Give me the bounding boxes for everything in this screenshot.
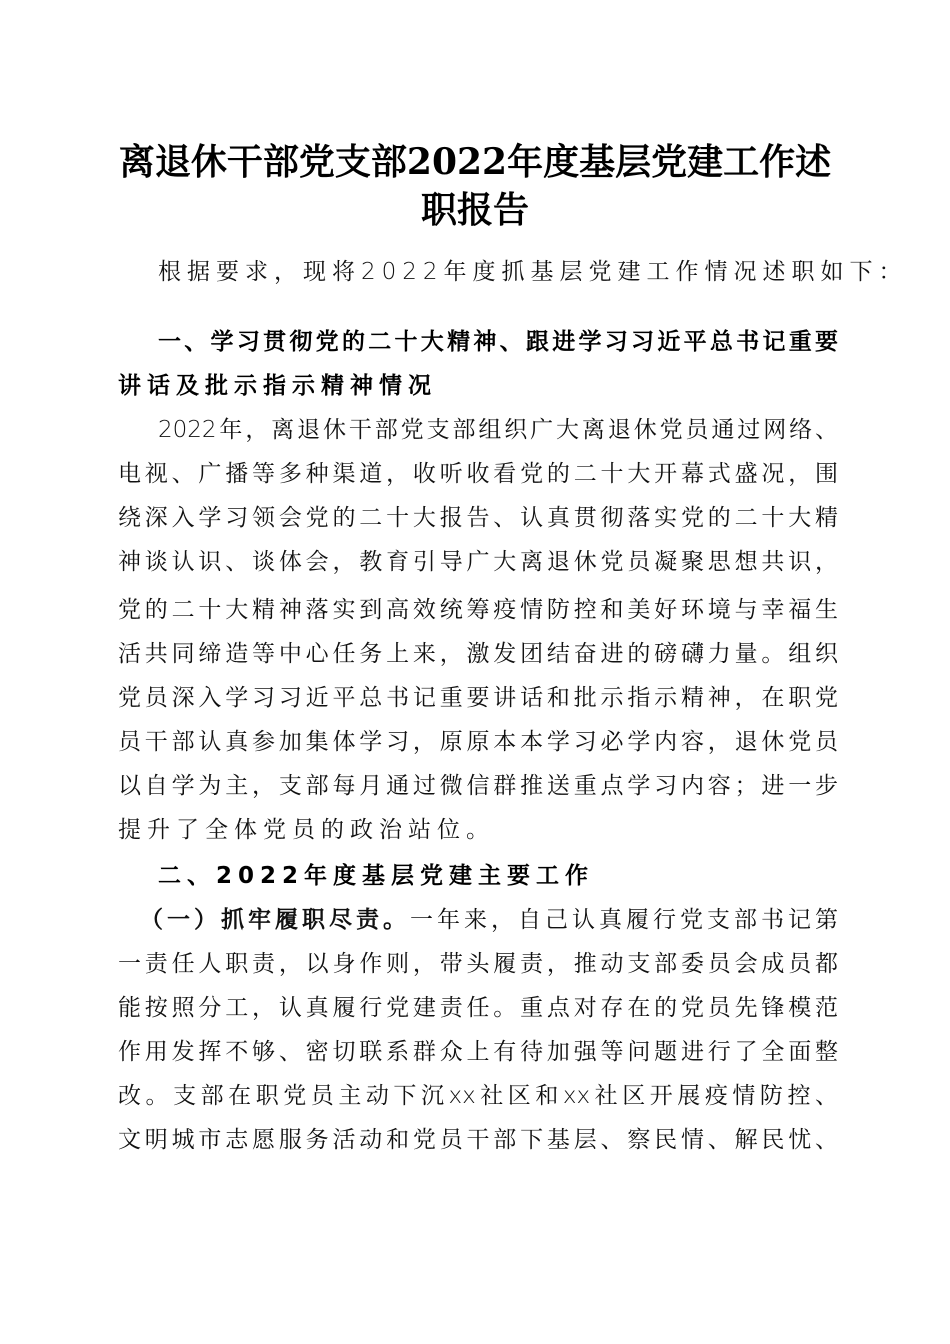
section-1-body-line: 电视、广播等多种渠道，收听收看党的二十大开幕式盛况，围 (118, 461, 838, 487)
section-1-heading-line-2: 讲话及批示指示精神情况 (118, 373, 437, 399)
section-1-heading-line-1: 一、学习贯彻党的二十大精神、跟进学习习近平总书记重要 (158, 329, 838, 355)
section-1-body-line: 党的二十大精神落实到高效统筹疫情防控和美好环境与幸福生 (118, 597, 838, 623)
section-2-sub-1-first-line (140, 906, 838, 934)
section-1-body-line: 提升了全体党员的政治站位。 (118, 817, 495, 843)
section-1-body-line: 以自学为主，支部每月通过微信群推送重点学习内容；进一步 (118, 773, 838, 799)
section-2-body-line: 作用发挥不够、密切联系群众上有待加强等问题进行了全面整 (118, 1039, 838, 1065)
section-1-body-line: 员干部认真参加集体学习，原原本本学习必学内容，退休党员 (118, 729, 838, 755)
section-1-body-line: 绕深入学习领会党的二十大报告、认真贯彻落实党的二十大精 (118, 505, 838, 531)
section-1-body-line: 活共同缔造等中心任务上来，激发团结奋进的磅礴力量。组织 (118, 641, 838, 667)
document-title-line-2: 职报告 (420, 189, 529, 231)
section-2-body-line: 能按照分工，认真履行党建责任。重点对存在的党员先锋模范 (118, 995, 838, 1021)
document-title-line-1: 离退休干部党支部2022年度基层党建工作述 (118, 141, 832, 183)
section-1-body-line: 党员深入学习习近平总书记重要讲话和批示指示精神，在职党 (118, 685, 838, 711)
sub-1-label: （一）抓牢履职尽责。 (140, 907, 410, 933)
section-1-body-line: 神谈认识、谈体会，教育引导广大离退休党员凝聚思想共识， (118, 549, 838, 575)
section-1-body-line: 2022年，离退休干部党支部组织广大离退休党员通过网络、 (158, 417, 838, 443)
section-2-heading: 二、2022年度基层党建主要工作 (158, 863, 595, 889)
sub-1-first-line-text: 一年来，自己认真履行党支部书记第 (410, 907, 838, 933)
section-2-body-line: 一责任人职责，以身作则，带头履责，推动支部委员会成员都 (118, 951, 838, 977)
section-2-body-line: 改。支部在职党员主动下沉xx社区和xx社区开展疫情防控、 (118, 1083, 838, 1109)
section-2-body-line: 文明城市志愿服务活动和党员干部下基层、察民情、解民忧、 (118, 1127, 838, 1153)
intro-paragraph: 根据要求，现将2022年度抓基层党建工作情况述职如下： (158, 259, 908, 285)
